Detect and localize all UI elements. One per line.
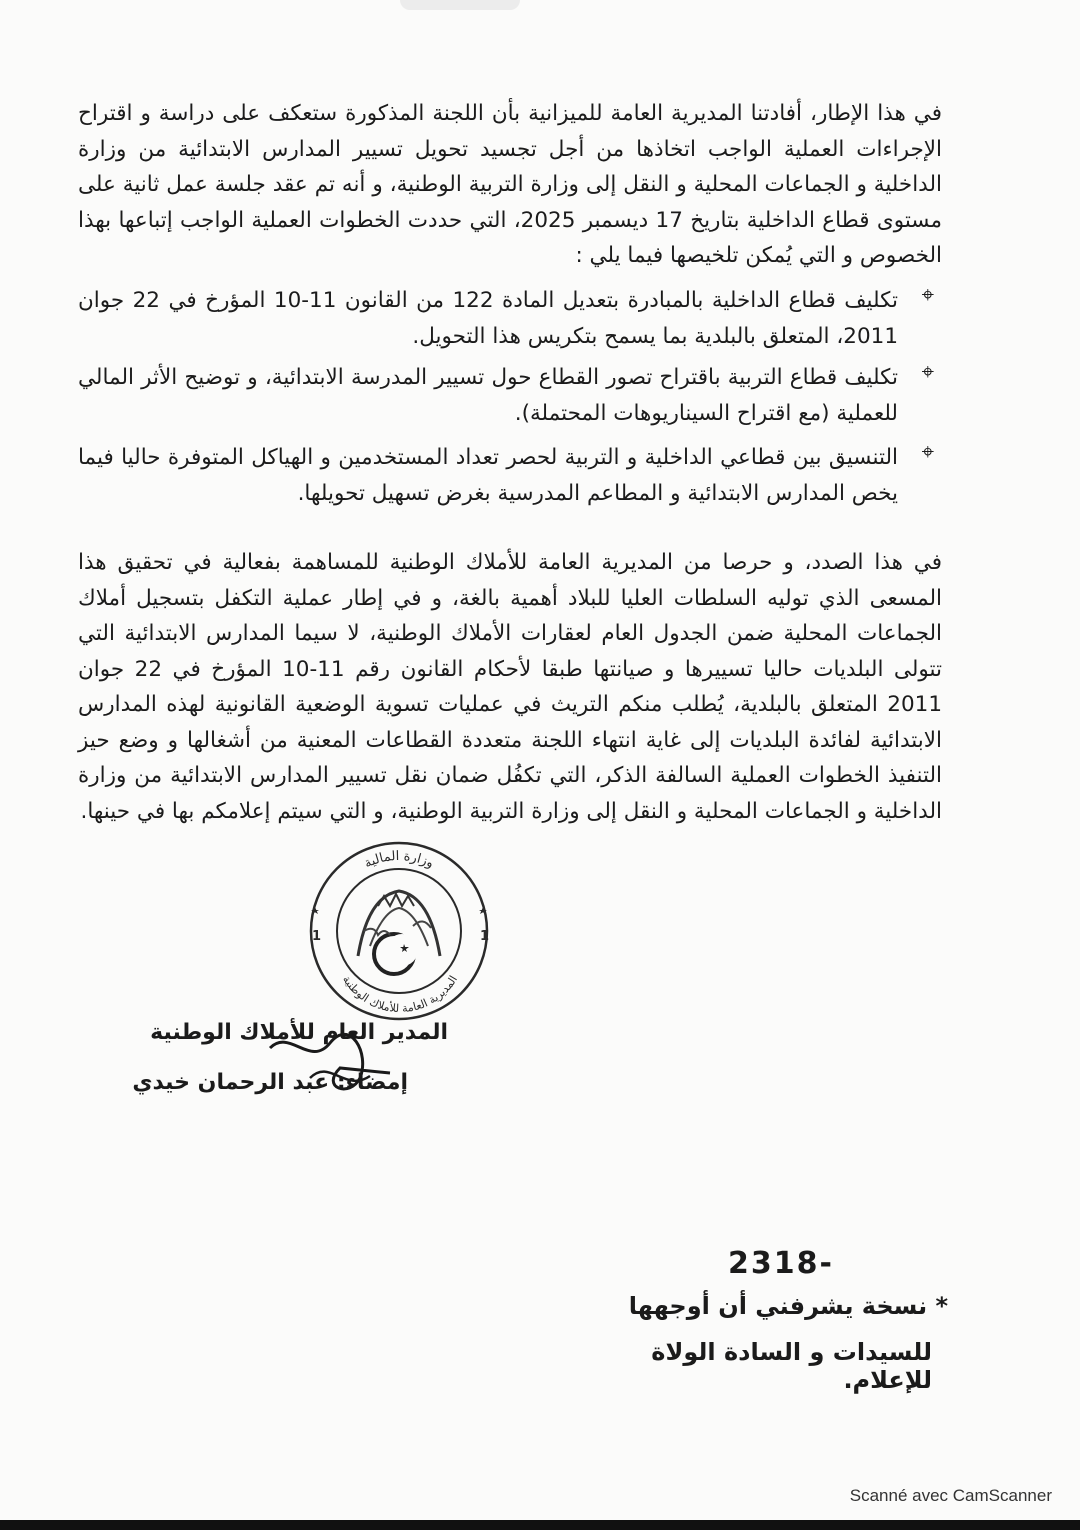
checkmark-icon: ⌖ (921, 440, 934, 465)
copy-recipients: للسيدات و السادة الولاة للإعلام. (651, 1338, 932, 1394)
scanner-watermark: Scanné avec CamScanner (849, 1486, 1052, 1505)
bullet-text: تكليف قطاع التربية باقتراح تصور القطاع حول تسيير المدرسة الابتدائية، و توضيح الأثر المالي للعملية (مع اقتراح السيناريوهات المحتملة). (78, 365, 898, 426)
bullet-item (78, 283, 934, 354)
stamp-top-text: وزارة المالية (361, 848, 437, 872)
stamp-right-digit: 1 (480, 929, 490, 944)
bullet-text: تكليف قطاع الداخلية بالمبادرة بتعديل المادة 122 من القانون 11-10 المؤرخ في 22 جوان 2011، المتعلق بالبلدية بما يسمح بتكريس هذا التحويل. (78, 288, 898, 349)
scan-smudge (400, 0, 520, 10)
scan-border (0, 1520, 1080, 1530)
reference-number: 2318- (728, 1246, 834, 1281)
intro-paragraph: في هذا الإطار، أفادتنا المديرية العامة للميزانية بأن اللجنة المذكورة ستعكف على دراسة و اقتراح الإجراءات العملية الواجب اتخاذها من أجل تجسيد تحويل تسيير المدارس الابتدائية من وزارة الداخلية و الجماعات المحلية و النقل إلى وزارة التربية الوطنية، و أنه تم عقد جلسة عمل ثانية على مستوى قطاع الداخلية بتاريخ 17 ديسمبر 2025، التي حددت الخطوات العملية الواجب إتباعها بهذا الخصوص و التي يُمكن تلخيصها فيما يلي : (78, 101, 942, 268)
signatory-name: إمضاء: عبد الرحمان خيدي (132, 1070, 408, 1095)
checkmark-icon: ⌖ (921, 283, 934, 308)
stamp-left-digit: 1 (312, 929, 322, 944)
bullet-item (78, 440, 934, 511)
checkmark-icon: ⌖ (921, 360, 934, 385)
bullet-item (78, 360, 934, 431)
stamp-bottom-text: المديرية العامة للأملاك الوطنية (339, 973, 461, 1016)
bullet-text: التنسيق بين قطاعي الداخلية و التربية لحصر تعداد المستخدمين و الهياكل المتوفرة حاليا فيما يخص المدارس الابتدائية و المطاعم المدرسية بغرض تسهيل تحويلها. (78, 445, 898, 506)
body-paragraph: في هذا الصدد، و حرصا من المديرية العامة للأملاك الوطنية للمساهمة بفعالية في تحقيق هذا المسعى الذي توليه السلطات العليا للبلاد أهمية بالغة، و في إطار عملية التكفل بتسجيل أملاك الجماعات المحلية ضمن الجدول العام لعقارات الأملاك الوطنية، لا سيما المدارس الابتدائية التي تتولى البلديات حاليا تسييرها و صيانتها طبقا لأحكام القانون رقم 11-10 المؤرخ في 22 جوان 2011 المتعلق بالبلدية، يُطلب منكم التريث في عمليات تسوية الوضعية القانونية لهذه المدارس الابتدائية لفائدة البلديات إلى غاية انتهاء اللجنة متعددة القطاعات المعنية من أشغالها و وضع حيز التنفيذ الخطوات العملية السالفة الذكر، التي تكفُل ضمان نقل تسيير المدارس الابتدائية من وزارة الداخلية و الجماعات المحلية و النقل إلى وزارة التربية الوطنية، و التي سيتم إعلامكم بها في حينها. (78, 550, 942, 824)
signatory-title: المدير العام للأملاك الوطنية (150, 1020, 448, 1045)
emblem-icon (358, 891, 440, 974)
official-stamp (298, 836, 500, 1026)
copy-line: * نسخة يشرفني أن أوجهها (628, 1292, 948, 1320)
